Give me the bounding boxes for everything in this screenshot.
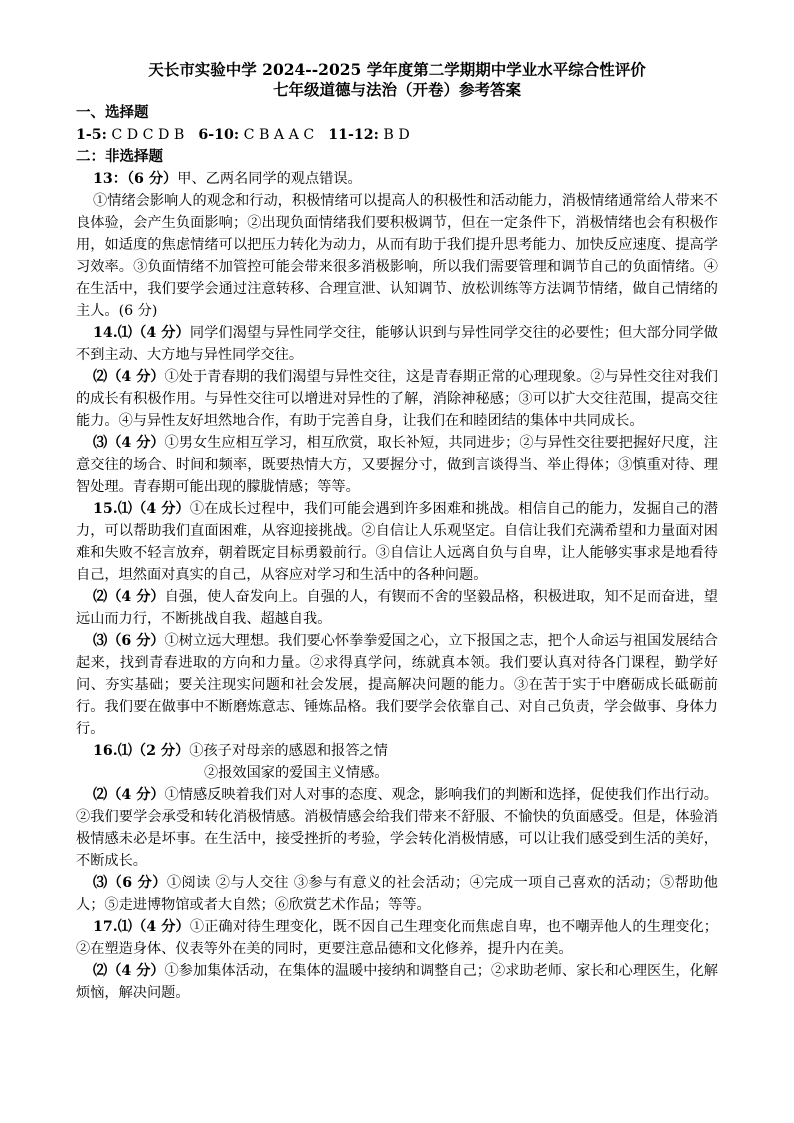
- q15-part3-label: ⑶（6 分）: [93, 633, 165, 649]
- q15-part2-label: ⑵（4 分）: [93, 589, 165, 605]
- q15-part2-text: 自强，使人奋发向上。自强的人，有锲而不舍的坚毅品格，积极进取，知不足而奋进，望远山而力行，不断挑战自我、超越自我。: [76, 589, 718, 627]
- q16-part1-line2: ②报效国家的爱国主义情感。: [204, 765, 389, 781]
- q16-part3-label: ⑶（6 分）: [93, 875, 167, 891]
- q14-part2-label: ⑵（4 分）: [93, 369, 165, 385]
- q17-part2-label: ⑵（4 分）: [93, 963, 165, 979]
- q13-lead: [76, 168, 718, 190]
- q17-part2: [76, 960, 718, 1004]
- section-2-heading: 二：非选择题: [76, 148, 163, 165]
- q13-label: 13：（6 分）: [93, 171, 178, 187]
- q15-part3: [76, 630, 718, 740]
- q17-part1-text: ①正确对待生理变化，既不因自己生理变化而焦虑自卑，也不嘲弄他人的生理变化；②在塑造身体、仪表等外在美的同时，更要注意品德和文化修养，提升内在美。: [76, 919, 718, 957]
- q14-part1-text: 同学们渴望与异性同学交往，能够认识到与异性同学交往的必要性；但大部分同学做不到主动、大方地与异性同学交往。: [76, 325, 718, 363]
- q15-part1-label: 15.⑴（4 分）: [93, 501, 190, 517]
- choice-group-answers: C B A A C: [243, 127, 315, 143]
- choice-group-answers: B D: [383, 127, 410, 143]
- q16-part1: [76, 740, 718, 762]
- q15-part1-text: ①在成长过程中，我们可能会遇到许多困难和挑战。相信自己的能力，发掘自己的潜力，可以帮助我们直面困难，从容迎接挑战。②自信让人乐观坚定。自信让我们充满希望和力量面对困难和失败不轻言放弃，朝着既定目标勇毅前行。③自信让人远离自负与自卑，让人能够实事求是地看待自己，坦然面对真实的自己，从容应对学习和生活中的各种问题。: [76, 501, 718, 583]
- q14-part2-text: ①处于青春期的我们渴望与异性交往，这是青春期正常的心理现象。②与异性交往对我们的成长有积极作用。与异性交往可以增进对异性的了解，消除神秘感；③可以扩大交往范围，提高交往能力。④与异性友好坦然地合作，有助于完善自身，让我们在和睦团结的集体中共同成长。: [76, 369, 718, 429]
- choice-group-label: 1-5:: [76, 127, 107, 143]
- q17-part1-label: 17.⑴（4 分）: [93, 919, 190, 935]
- section-1-heading: 一、选择题: [76, 104, 149, 121]
- q16-part2: [76, 784, 718, 872]
- q17-part2-text: ①参加集体活动，在集体的温暖中接纳和调整自己；②求助老师、家长和心理医生，化解烦恼，解决问题。: [76, 963, 718, 1001]
- q14-part1-label: 14.⑴（4 分）: [93, 325, 190, 341]
- q15-part1: [76, 498, 718, 586]
- q16-part3: [76, 872, 718, 916]
- q15-part2: [76, 586, 718, 630]
- choice-group-answers: C D C D B: [111, 127, 185, 143]
- q16-part2-text: ①情感反映着我们对人对事的态度、观念，影响我们的判断和选择，促使我们作出行动。②我们要学会承受和转化消极情感。消极情感会给我们带来不舒服、不愉快的负面感受。但是，体验消极情感未必是坏事。在生活中，接受挫折的考验，学会转化消极情感，可以让我们感受到生活的美好，不断成长。: [76, 787, 718, 869]
- q14-part1: [76, 322, 718, 366]
- q16-part3-text: ①阅读 ②与人交往 ③参与有意义的社会活动；④完成一项自己喜欢的活动；⑤帮助他人；⑤走进博物馆或者大自然；⑥欣赏艺术作品；等等。: [76, 875, 718, 913]
- q16-part2-label: ⑵（4 分）: [93, 787, 165, 803]
- q14-part3-text: ①男女生应相互学习，相互欣赏，取长补短，共同进步；②与异性交往要把握好尺度，注意交往的场合、时间和频率，既要热情大方，又要握分寸，做到言谈得当、举止得体；③慎重对待、理智处理。青春期可能出现的朦胧情感；等等。: [76, 435, 718, 495]
- q14-part3-label: ⑶（4 分）: [93, 435, 165, 451]
- q13-body: ①情绪会影响人的观念和行动，积极情绪可以提高人的积极性和活动能力，消极情绪通常给人带来不良体验，会产生负面影响；②出现负面情绪我们要积极调节，但在一定条件下，消极情绪也会有积极作用，如适度的焦虑情绪可以把压力转化为动力，从而有助于我们提升思考能力、加快反应速度、提高学习效率。③负面情绪不加管控可能会带来很多消极影响，所以我们需要管理和调节自己的负面情绪。④在生活中，我们要学会通过注意转移、合理宣泄、认知调节、放松训练等方法调节情绪，做自己情绪的主人。(6 分): [76, 193, 718, 319]
- choice-group-label: 11-12:: [328, 127, 379, 143]
- choice-answers: [76, 124, 718, 146]
- q13-lead-text: 甲、乙两名同学的观点错误。: [177, 171, 362, 187]
- q14-part3: [76, 432, 718, 498]
- q17-part1: [76, 916, 718, 960]
- choice-group-label: 6-10:: [198, 127, 240, 143]
- document-subtitle: 七年级道德与法治（开卷）参考答案: [272, 80, 521, 99]
- q16-part1-label: 16.⑴（2 分）: [93, 743, 190, 759]
- document-title: 天长市实验中学 2024--2025 学年度第二学期期中学业水平综合性评价: [148, 60, 646, 79]
- q16-part1-text-a: ①孩子对母亲的感恩和报答之情: [189, 743, 388, 759]
- q15-part3-text: ①树立远大理想。我们要心怀拳拳爱国之心，立下报国之志，把个人命运与祖国发展结合起来，找到青春进取的方向和力量。②求得真学问，练就真本领。我们要认真对待各门课程，勤学好问、夯实基础；要关注现实问题和社会发展，提高解决问题的能力。③在苦于实于中磨砺成长砥砺前行。我们要在做事中不断磨炼意志、锤炼品格。我们要学会依靠自己、对自己负责，学会做事、身体力行。: [76, 633, 718, 737]
- q14-part2: [76, 366, 718, 432]
